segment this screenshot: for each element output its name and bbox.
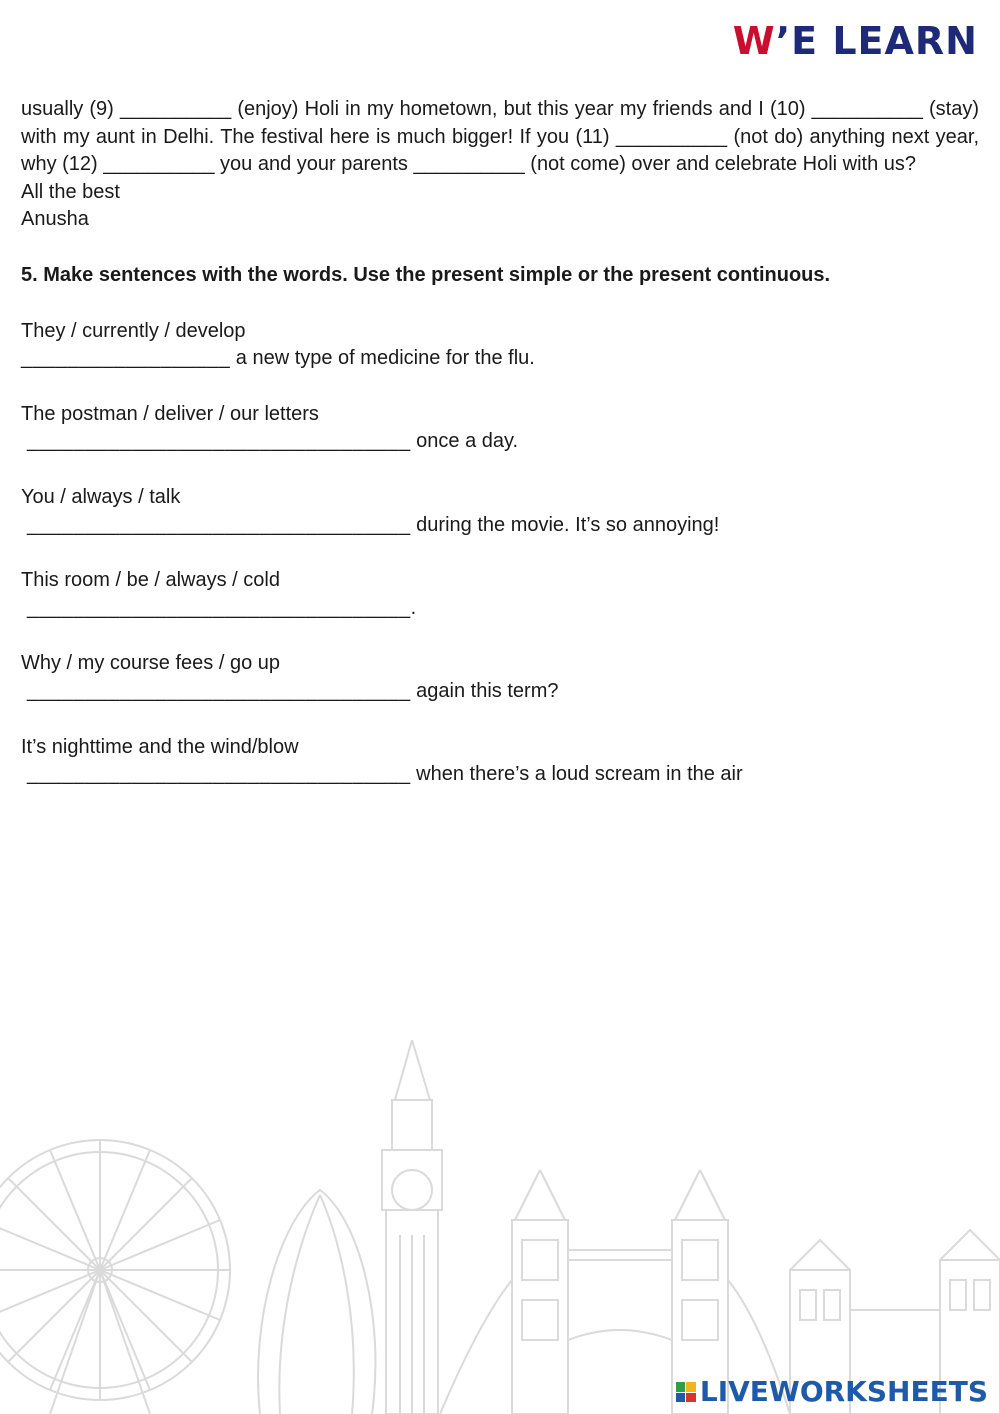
london-skyline-watermark bbox=[0, 1020, 1000, 1414]
item-suffix: once a day. bbox=[410, 430, 519, 453]
we-learn-logo: W’E LEARN bbox=[732, 19, 978, 63]
answer-blank[interactable]: __________________ bbox=[21, 347, 231, 370]
item-answer-line bbox=[21, 512, 979, 540]
liveworksheets-cube-icon bbox=[676, 1382, 696, 1402]
item-prompt: It’s nighttime and the wind/blow bbox=[21, 735, 299, 758]
item-answer-line bbox=[21, 345, 979, 373]
letter-closing: All the best bbox=[21, 180, 120, 203]
answer-blank[interactable]: _________________________________ bbox=[21, 679, 411, 702]
liveworksheets-watermark bbox=[676, 1375, 988, 1408]
worksheet-content bbox=[21, 96, 979, 817]
item-suffix: . bbox=[410, 596, 417, 619]
exercise-item bbox=[21, 567, 979, 622]
item-prompt: Why / my course fees / go up bbox=[21, 652, 280, 675]
answer-blank[interactable]: _________________________________ bbox=[21, 596, 411, 619]
item-prompt: You / always / talk bbox=[21, 485, 181, 508]
exercise-item bbox=[21, 650, 979, 705]
item-answer-line bbox=[21, 678, 979, 706]
item-prompt: This room / be / always / cold bbox=[21, 569, 280, 592]
answer-blank[interactable]: _________________________________ bbox=[21, 430, 411, 453]
exercise-item bbox=[21, 734, 979, 789]
item-suffix: a new type of medicine for the flu. bbox=[230, 347, 535, 370]
item-suffix: again this term? bbox=[410, 679, 559, 702]
item-suffix: when there’s a loud scream in the air bbox=[410, 763, 743, 786]
exercise-item bbox=[21, 318, 979, 373]
letter-signature: Anusha bbox=[21, 208, 89, 231]
item-answer-line bbox=[21, 761, 979, 789]
liveworksheets-text: LIVEWORKSHEETS bbox=[699, 1375, 988, 1408]
item-answer-line bbox=[21, 595, 979, 623]
exercise-heading: 5. Make sentences with the words. Use the present simple or the present continuous. bbox=[21, 263, 831, 286]
letter-paragraph: usually (9) __________ (enjoy) Holi in my hometown, but this year my friends and I (10) __________ (stay) with my aunt in Delhi. The festival here is much bigger! If you (11) __________ (not do) anything next year, why (12) __________ you and your parents __________ (not come) over and celebrate Holi with us? bbox=[21, 98, 979, 176]
answer-blank[interactable]: _________________________________ bbox=[21, 763, 411, 786]
exercise-item bbox=[21, 484, 979, 539]
item-answer-line bbox=[21, 428, 979, 456]
item-prompt: The postman / deliver / our letters bbox=[21, 402, 319, 425]
exercise-item bbox=[21, 401, 979, 456]
item-prompt: They / currently / develop bbox=[21, 319, 246, 342]
answer-blank[interactable]: _________________________________ bbox=[21, 513, 411, 536]
item-suffix: during the movie. It’s so annoying! bbox=[410, 513, 720, 536]
